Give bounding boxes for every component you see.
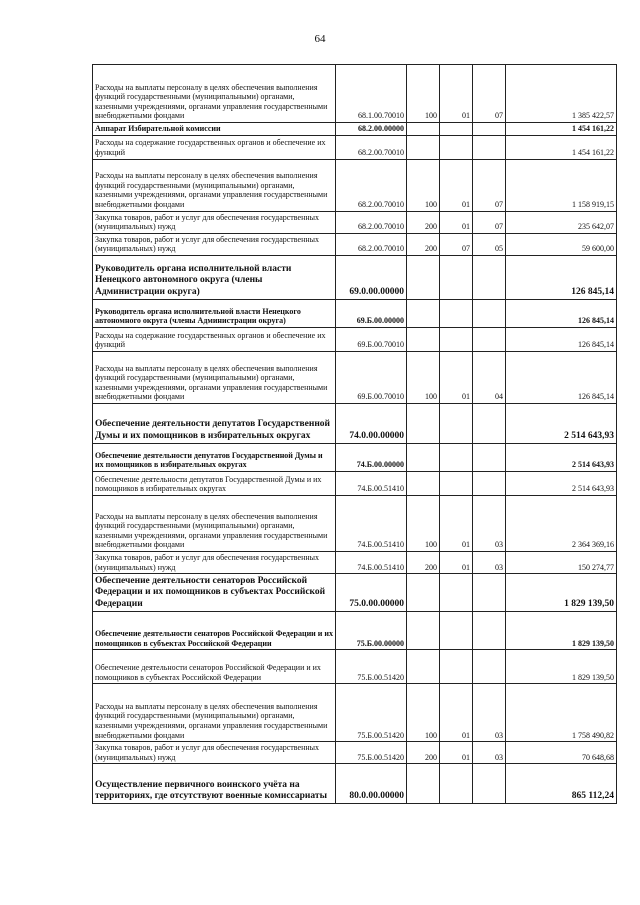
row-expense-type-cell — [407, 403, 440, 443]
row-expense-type-cell — [407, 135, 440, 159]
row-section-cell — [440, 135, 473, 159]
row-code-cell: 75.Б.00.51420 — [336, 650, 407, 684]
row-subsection-cell — [473, 255, 506, 299]
page-number: 64 — [314, 33, 326, 45]
row-section-cell: 01 — [440, 742, 473, 764]
row-section-cell: 01 — [440, 159, 473, 211]
row-expense-type-cell: 100 — [407, 495, 440, 551]
row-sum-cell: 126 845,14 — [506, 351, 617, 403]
row-subsection-cell — [473, 123, 506, 136]
row-subsection-cell — [473, 650, 506, 684]
row-subsection-cell: 03 — [473, 684, 506, 742]
row-name-cell: Руководитель органа исполнительной власти Ненецкого автономного округа (члены Администрации округа) — [93, 299, 336, 327]
budget-table — [92, 64, 617, 804]
row-section-cell — [440, 574, 473, 612]
row-code-cell: 69.Б.00.70010 — [336, 327, 407, 351]
row-code-cell: 75.Б.00.51420 — [336, 684, 407, 742]
row-section-cell — [440, 650, 473, 684]
row-name-cell: Обеспечение деятельности сенаторов Российской Федерации и их помощников в субъектах Российской Федерации — [93, 574, 336, 612]
row-expense-type-cell — [407, 574, 440, 612]
table-row — [93, 612, 617, 650]
row-subsection-cell: 07 — [473, 211, 506, 233]
row-expense-type-cell — [407, 650, 440, 684]
row-code-cell: 74.0.00.00000 — [336, 403, 407, 443]
row-subsection-cell: 03 — [473, 742, 506, 764]
row-sum-cell: 126 845,14 — [506, 299, 617, 327]
row-name-cell: Осуществление первичного воинского учёта на территориях, где отсутствуют военные комиссариаты — [93, 764, 336, 804]
row-section-cell — [440, 299, 473, 327]
row-code-cell: 69.Б.00.70010 — [336, 351, 407, 403]
row-code-cell: 68.2.00.70010 — [336, 233, 407, 255]
row-section-cell: 01 — [440, 211, 473, 233]
row-expense-type-cell — [407, 764, 440, 804]
row-expense-type-cell: 200 — [407, 742, 440, 764]
row-name-cell: Расходы на выплаты персоналу в целях обеспечения выполнения функций государственными (муниципальными) органами, казенными учреждениями, органами управления государственными внебюджетными фондами — [93, 351, 336, 403]
row-sum-cell: 235 642,07 — [506, 211, 617, 233]
row-section-cell — [440, 403, 473, 443]
row-section-cell — [440, 612, 473, 650]
row-sum-cell: 1 454 161,22 — [506, 135, 617, 159]
row-sum-cell: 1 829 139,50 — [506, 650, 617, 684]
row-code-cell: 68.2.00.00000 — [336, 123, 407, 136]
row-name-cell: Закупка товаров, работ и услуг для обеспечения государственных (муниципальных) нужд — [93, 551, 336, 573]
row-name-cell: Обеспечение деятельности депутатов Государственной Думы и их помощников в избирательных округах — [93, 403, 336, 443]
row-sum-cell: 2 364 369,16 — [506, 495, 617, 551]
row-sum-cell: 1 829 139,50 — [506, 612, 617, 650]
row-section-cell — [440, 443, 473, 471]
row-section-cell: 07 — [440, 233, 473, 255]
row-sum-cell: 126 845,14 — [506, 255, 617, 299]
table-row — [93, 684, 617, 742]
row-section-cell: 01 — [440, 495, 473, 551]
row-sum-cell: 150 274,77 — [506, 551, 617, 573]
row-expense-type-cell — [407, 123, 440, 136]
row-section-cell — [440, 327, 473, 351]
row-subsection-cell: 07 — [473, 159, 506, 211]
row-code-cell: 69.0.00.00000 — [336, 255, 407, 299]
table-row — [93, 233, 617, 255]
row-subsection-cell — [473, 764, 506, 804]
row-subsection-cell — [473, 403, 506, 443]
table-row — [93, 299, 617, 327]
row-code-cell: 75.0.00.00000 — [336, 574, 407, 612]
row-sum-cell: 2 514 643,93 — [506, 403, 617, 443]
row-code-cell: 75.Б.00.51420 — [336, 742, 407, 764]
row-sum-cell: 126 845,14 — [506, 327, 617, 351]
table-row — [93, 742, 617, 764]
table-row — [93, 327, 617, 351]
row-code-cell: 74.Б.00.51410 — [336, 551, 407, 573]
row-name-cell: Расходы на выплаты персоналу в целях обеспечения выполнения функций государственными (муниципальными) органами, казенными учреждениями, органами управления государственными внебюджетными фондами — [93, 65, 336, 123]
table-row — [93, 495, 617, 551]
row-expense-type-cell: 200 — [407, 211, 440, 233]
row-sum-cell: 1 158 919,15 — [506, 159, 617, 211]
row-subsection-cell: 03 — [473, 551, 506, 573]
row-subsection-cell: 05 — [473, 233, 506, 255]
row-name-cell: Расходы на содержание государственных органов и обеспечение их функций — [93, 135, 336, 159]
table-row — [93, 443, 617, 471]
row-code-cell: 80.0.00.00000 — [336, 764, 407, 804]
row-code-cell: 68.2.00.70010 — [336, 135, 407, 159]
row-expense-type-cell: 100 — [407, 684, 440, 742]
row-name-cell: Закупка товаров, работ и услуг для обеспечения государственных (муниципальных) нужд — [93, 211, 336, 233]
row-sum-cell: 2 514 643,93 — [506, 471, 617, 495]
row-name-cell: Обеспечение деятельности сенаторов Российской Федерации и их помощников в субъектах Российской Федерации — [93, 612, 336, 650]
row-name-cell: Закупка товаров, работ и услуг для обеспечения государственных (муниципальных) нужд — [93, 233, 336, 255]
row-subsection-cell: 04 — [473, 351, 506, 403]
row-code-cell: 75.Б.00.00000 — [336, 612, 407, 650]
row-sum-cell: 1 385 422,57 — [506, 65, 617, 123]
row-section-cell — [440, 123, 473, 136]
row-name-cell: Расходы на содержание государственных органов и обеспечение их функций — [93, 327, 336, 351]
row-section-cell: 01 — [440, 551, 473, 573]
row-code-cell: 68.2.00.70010 — [336, 211, 407, 233]
row-sum-cell: 1 758 490,82 — [506, 684, 617, 742]
table-row — [93, 551, 617, 573]
row-sum-cell: 1 454 161,22 — [506, 123, 617, 136]
row-section-cell — [440, 255, 473, 299]
row-code-cell: 68.1.00.70010 — [336, 65, 407, 123]
row-name-cell: Аппарат Избирательной комиссии — [93, 123, 336, 136]
table-row — [93, 123, 617, 136]
row-code-cell: 74.Б.00.00000 — [336, 443, 407, 471]
table-row — [93, 764, 617, 804]
row-subsection-cell — [473, 471, 506, 495]
row-subsection-cell: 07 — [473, 65, 506, 123]
row-subsection-cell: 03 — [473, 495, 506, 551]
row-subsection-cell — [473, 299, 506, 327]
row-expense-type-cell: 100 — [407, 351, 440, 403]
row-subsection-cell — [473, 574, 506, 612]
table-row — [93, 211, 617, 233]
row-subsection-cell — [473, 135, 506, 159]
row-name-cell: Обеспечение деятельности депутатов Государственной Думы и их помощников в избирательных округах — [93, 443, 336, 471]
row-sum-cell: 1 829 139,50 — [506, 574, 617, 612]
row-name-cell: Закупка товаров, работ и услуг для обеспечения государственных (муниципальных) нужд — [93, 742, 336, 764]
table-row — [93, 574, 617, 612]
row-section-cell — [440, 764, 473, 804]
row-sum-cell: 59 600,00 — [506, 233, 617, 255]
row-subsection-cell — [473, 443, 506, 471]
row-expense-type-cell — [407, 612, 440, 650]
row-section-cell — [440, 471, 473, 495]
budget-table-body — [93, 65, 617, 804]
row-expense-type-cell — [407, 327, 440, 351]
row-code-cell: 74.Б.00.51410 — [336, 495, 407, 551]
row-expense-type-cell — [407, 471, 440, 495]
table-row — [93, 471, 617, 495]
row-section-cell: 01 — [440, 684, 473, 742]
row-name-cell: Руководитель органа исполнительной власти Ненецкого автономного округа (члены Администрации округа) — [93, 255, 336, 299]
row-name-cell: Обеспечение деятельности депутатов Государственной Думы и их помощников в избирательных округах — [93, 471, 336, 495]
row-sum-cell: 2 514 643,93 — [506, 443, 617, 471]
row-subsection-cell — [473, 327, 506, 351]
row-name-cell: Расходы на выплаты персоналу в целях обеспечения выполнения функций государственными (муниципальными) органами, казенными учреждениями, органами управления государственными внебюджетными фондами — [93, 159, 336, 211]
row-expense-type-cell: 200 — [407, 233, 440, 255]
row-expense-type-cell: 100 — [407, 65, 440, 123]
table-row — [93, 403, 617, 443]
row-expense-type-cell — [407, 443, 440, 471]
table-row — [93, 65, 617, 123]
row-expense-type-cell: 200 — [407, 551, 440, 573]
row-name-cell: Обеспечение деятельности сенаторов Российской Федерации и их помощников в субъектах Российской Федерации — [93, 650, 336, 684]
table-row — [93, 255, 617, 299]
table-row — [93, 650, 617, 684]
row-code-cell: 69.Б.00.00000 — [336, 299, 407, 327]
row-section-cell: 01 — [440, 351, 473, 403]
row-name-cell: Расходы на выплаты персоналу в целях обеспечения выполнения функций государственными (муниципальными) органами, казенными учреждениями, органами управления государственными внебюджетными фондами — [93, 684, 336, 742]
row-expense-type-cell: 100 — [407, 159, 440, 211]
row-code-cell: 74.Б.00.51410 — [336, 471, 407, 495]
row-expense-type-cell — [407, 299, 440, 327]
row-sum-cell: 865 112,24 — [506, 764, 617, 804]
row-name-cell: Расходы на выплаты персоналу в целях обеспечения выполнения функций государственными (муниципальными) органами, казенными учреждениями, органами управления государственными внебюджетными фондами — [93, 495, 336, 551]
row-sum-cell: 70 648,68 — [506, 742, 617, 764]
row-code-cell: 68.2.00.70010 — [336, 159, 407, 211]
row-expense-type-cell — [407, 255, 440, 299]
row-section-cell: 01 — [440, 65, 473, 123]
table-row — [93, 135, 617, 159]
table-row — [93, 159, 617, 211]
row-subsection-cell — [473, 612, 506, 650]
table-row — [93, 351, 617, 403]
